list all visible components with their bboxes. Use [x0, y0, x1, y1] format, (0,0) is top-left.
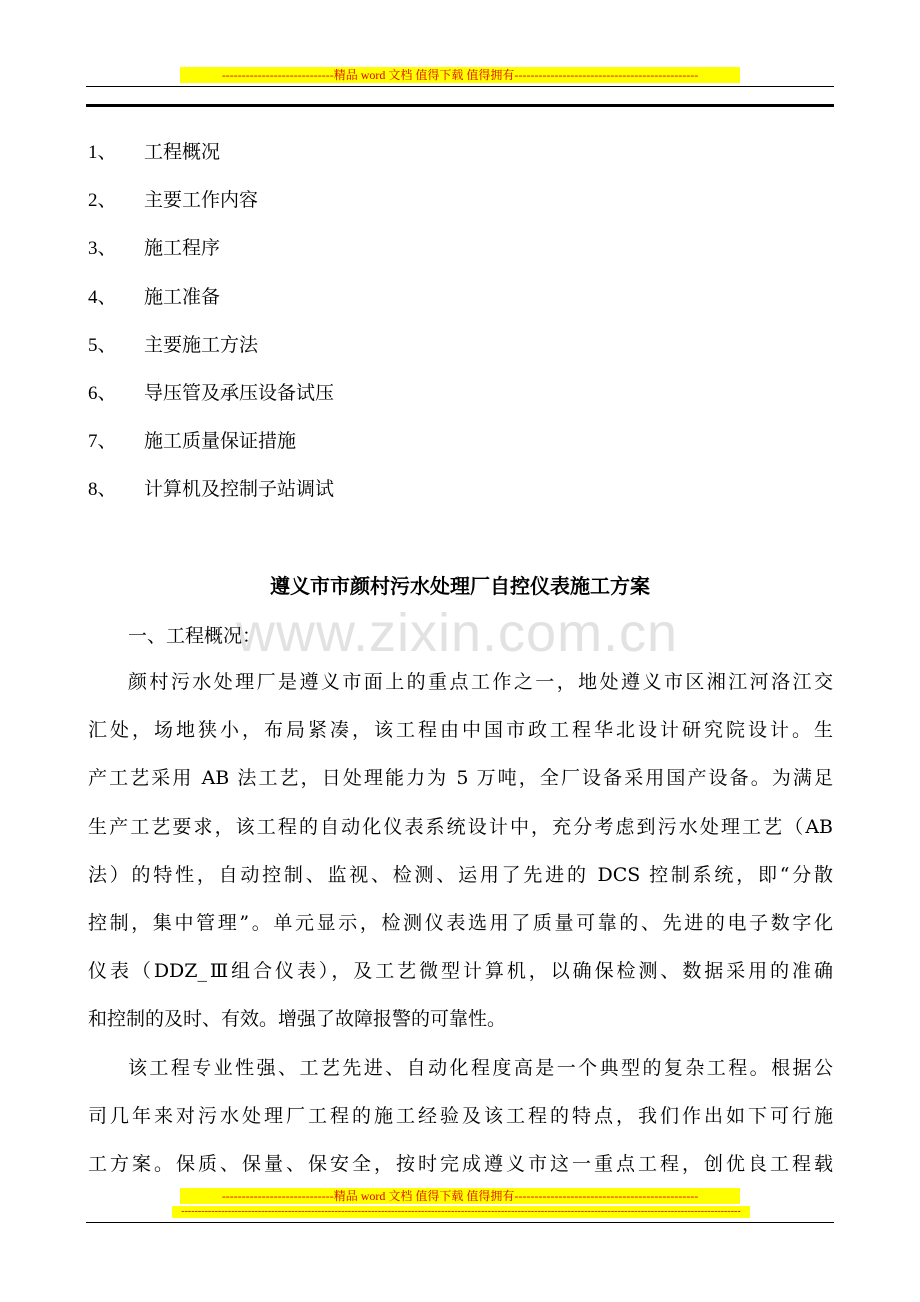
- paragraph-line: 控制，集中管理”。单元显示，检测仪表选用了质量可靠的、先进的电子数字化: [88, 911, 833, 934]
- toc-item: [88, 469, 334, 517]
- toc-item: [88, 421, 334, 469]
- paragraph-line: 司几年来对污水处理厂工程的施工经验及该工程的特点，我们作出如下可行施: [88, 1105, 833, 1128]
- toc-label: 导压管及承压设备试压: [144, 381, 335, 404]
- toc-label: 主要施工方法: [144, 333, 259, 356]
- toc-item: [88, 277, 334, 325]
- paragraph-line: 法）的特性，自动控制、监视、检测、运用了先进的 DCS 控制系统，即“分散: [88, 863, 833, 886]
- toc-item: [88, 228, 334, 276]
- toc-item: [88, 373, 334, 421]
- watermark: www.zixin.com.cn: [236, 603, 679, 663]
- paragraph-line: 和控制的及时、有效。增强了故障报警的可靠性。: [88, 1008, 507, 1031]
- toc-number: 6、: [88, 382, 117, 404]
- toc-label: 主要工作内容: [144, 189, 259, 212]
- footer-banner: ----------------------------精品 word 文档 值得下载 值得拥有----------------------------------------------: [180, 1188, 740, 1204]
- paragraph-line: 工方案。保质、保量、保安全，按时完成遵义市这一重点工程，创优良工程载: [88, 1153, 833, 1176]
- paragraph-line: 该工程专业性强、工艺先进、自动化程度高是一个典型的复杂工程。根据公: [128, 1057, 833, 1079]
- toc-number: 7、: [88, 431, 117, 453]
- paragraph-line: 汇处，场地狭小，布局紧凑，该工程由中国市政工程华北设计研究院设计。生: [88, 719, 833, 742]
- paragraph-line: 颜村污水处理厂是遵义市面上的重点工作之一，地处遵义市区湘江河洛江交: [128, 671, 833, 693]
- toc-number: 1、: [88, 142, 117, 163]
- paragraph-line: 产工艺采用 AB 法工艺，日处理能力为 5 万吨，全厂设备采用国产设备。为满足: [88, 767, 833, 790]
- paragraph-line: 生产工艺要求，该工程的自动化仪表系统设计中，充分考虑到污水处理工艺（AB: [88, 815, 833, 838]
- toc-label: 计算机及控制子站调试: [144, 478, 335, 501]
- paragraph-2: [88, 1044, 833, 1189]
- paragraph-1: [88, 658, 833, 1044]
- header-rule-thin: [86, 86, 834, 87]
- footer-banner-dashes: ------------------------------------------------------------------------------------------------------------------------------------------------------------------------: [172, 1206, 750, 1218]
- footer-rule: [86, 1222, 834, 1223]
- paragraph-line: 仪表（DDZ_Ⅲ组合仪表），及工艺微型计算机，以确保检测、数据采用的准确: [88, 960, 833, 983]
- header-banner: ----------------------------精品 word 文档 值得下载 值得拥有----------------------------------------------: [180, 67, 740, 83]
- toc-number: 4、: [88, 286, 117, 308]
- toc-number: 3、: [88, 238, 117, 260]
- section-heading: 一、工程概况：: [128, 625, 262, 647]
- header-rule-thick: [86, 104, 834, 107]
- toc-item: [88, 180, 334, 228]
- document-title: 遵义市市颜村污水处理厂自控仪表施工方案: [270, 574, 650, 598]
- toc-label: 工程概况: [144, 141, 221, 163]
- toc-number: 8、: [88, 479, 117, 501]
- toc-item: [88, 325, 334, 373]
- table-of-contents: [88, 132, 334, 518]
- toc-item: [88, 132, 334, 180]
- toc-label: 施工准备: [144, 285, 221, 308]
- toc-label: 施工程序: [144, 237, 221, 260]
- toc-number: 5、: [88, 334, 117, 356]
- toc-number: 2、: [88, 190, 117, 212]
- toc-label: 施工质量保证措施: [144, 430, 297, 453]
